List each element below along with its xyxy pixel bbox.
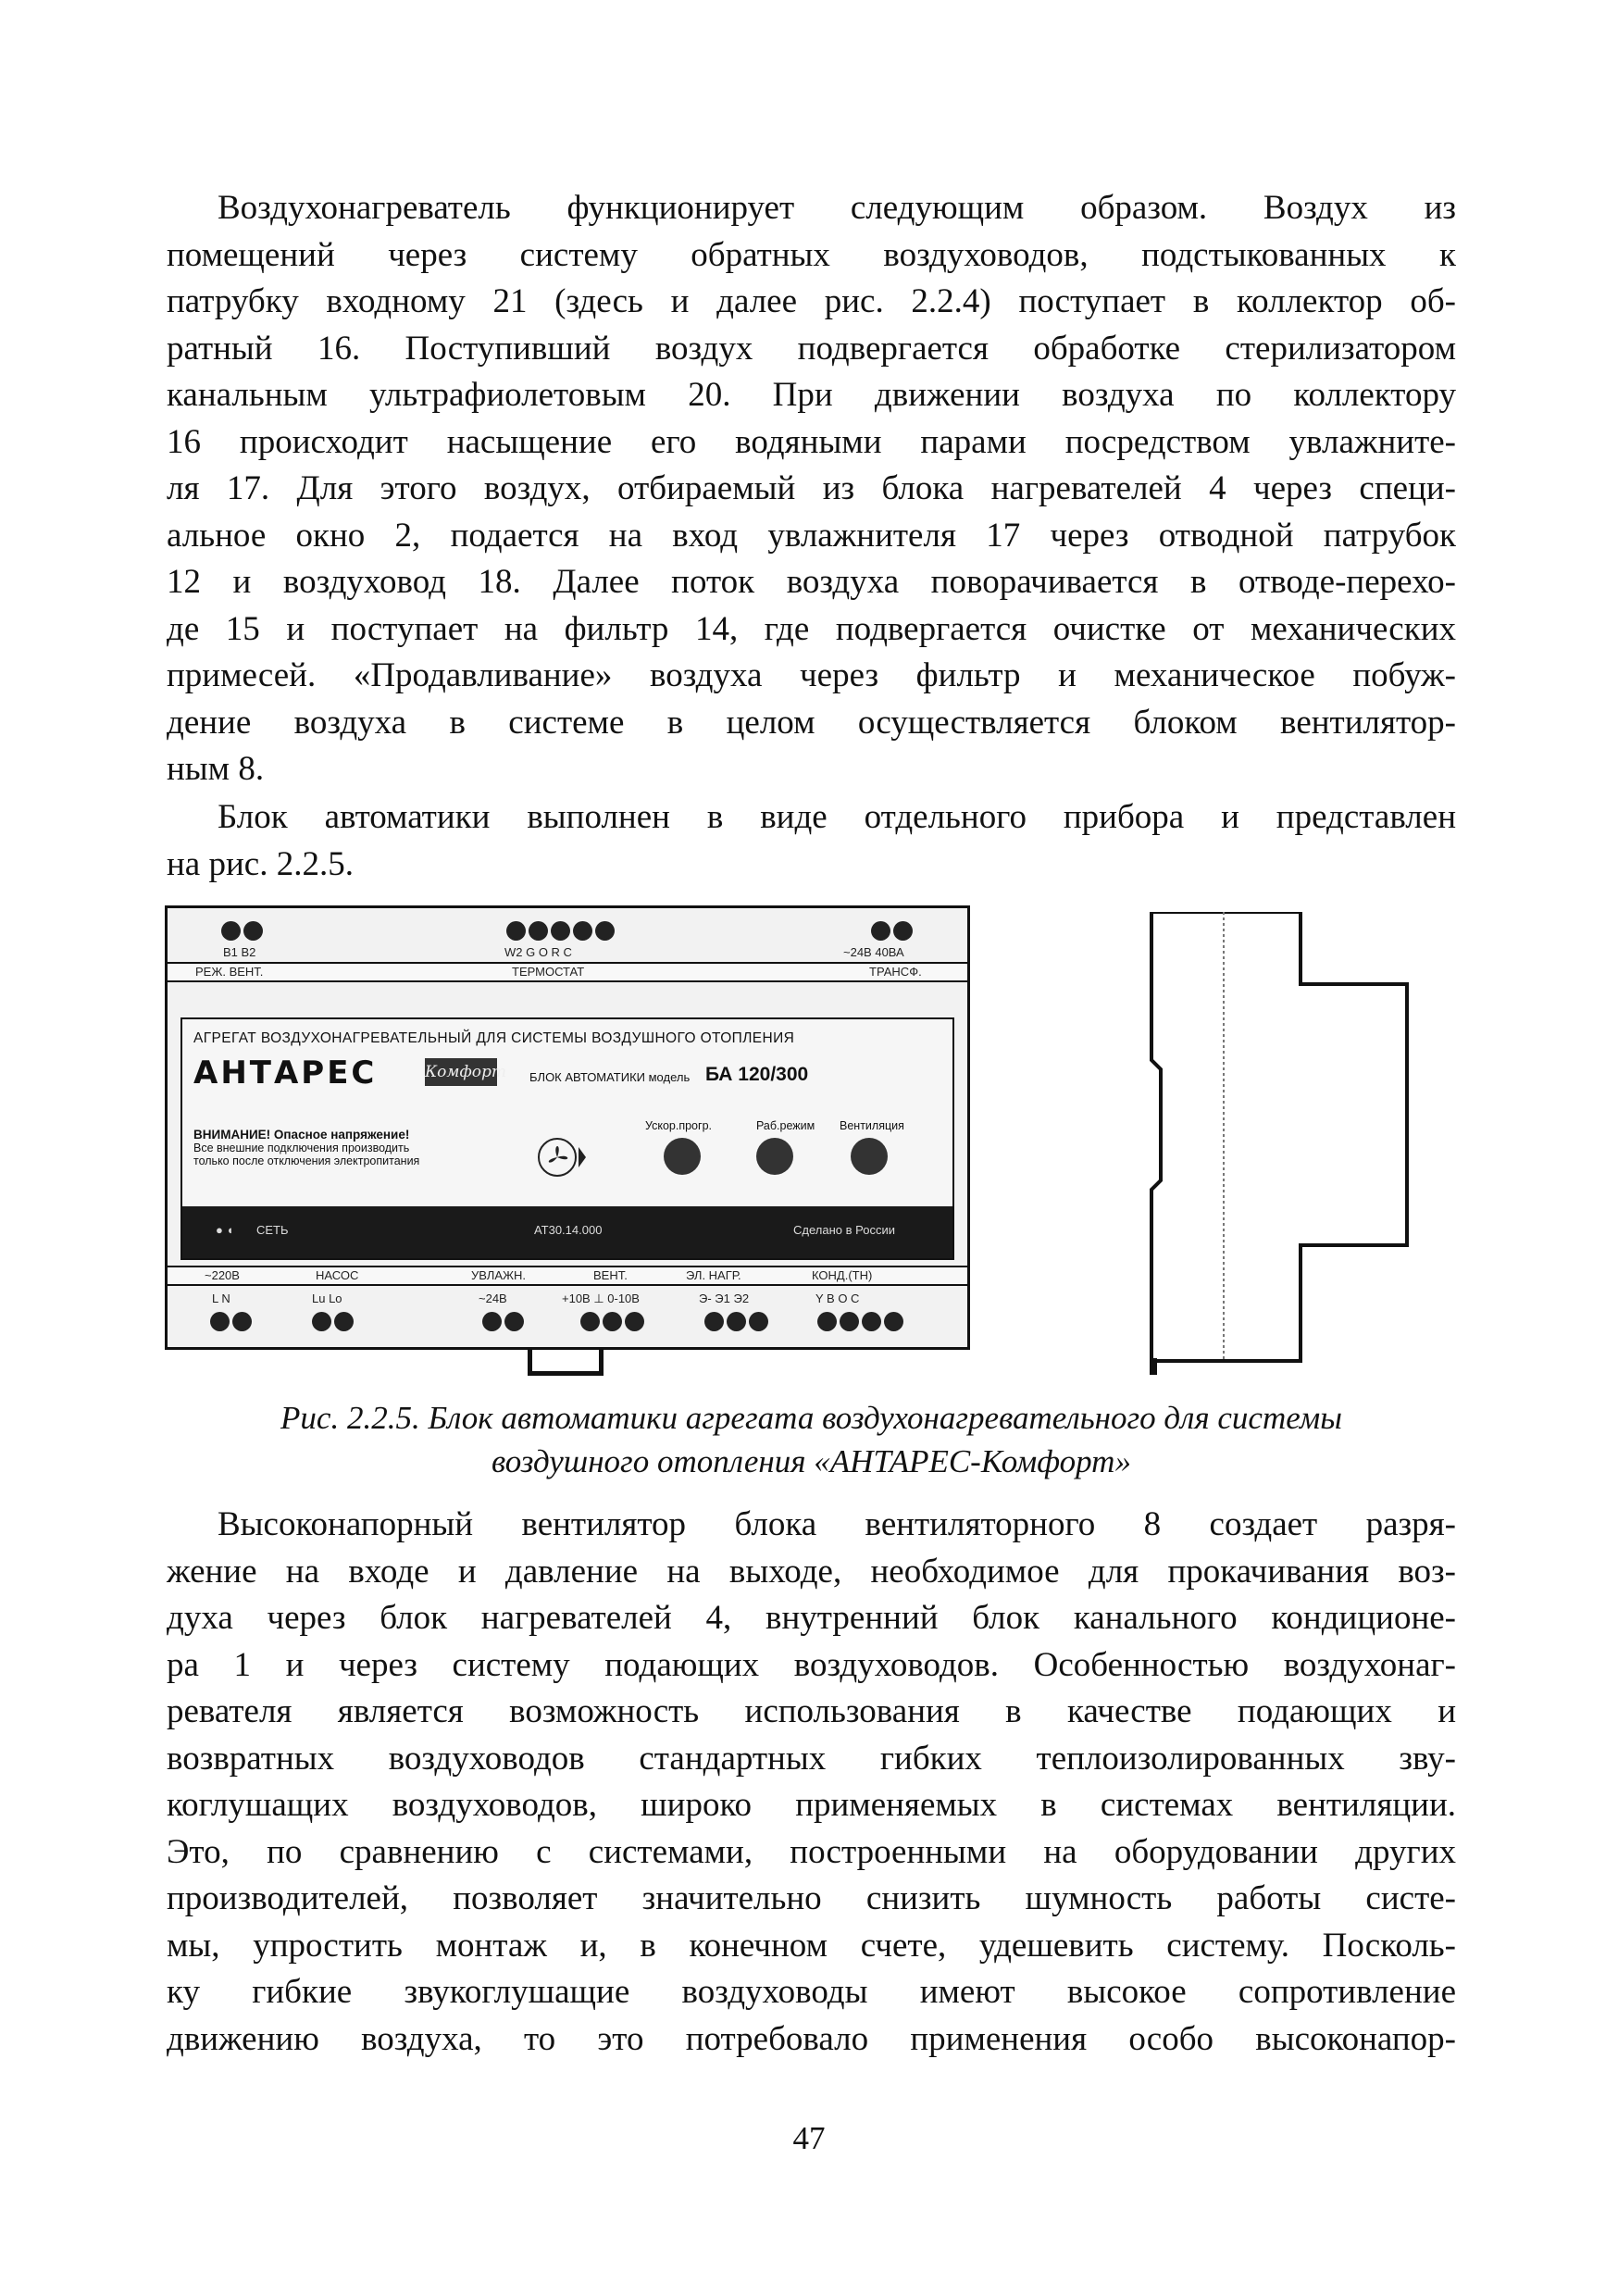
terminal-block: [580, 1312, 644, 1331]
page-number: 47: [792, 2120, 826, 2156]
terminal-label: ~24В: [479, 1292, 507, 1305]
text-line: ра 1 и через систему подающих воздуховодов. Особенностью воздухонаг-: [167, 1645, 1456, 1684]
din-rail-clip: [528, 1350, 604, 1376]
terminal-label: +10В ⊥ 0-10В: [562, 1292, 640, 1305]
brand-logo: АНТАРЕС: [193, 1054, 378, 1092]
brand-logo-sub: Комфорт: [425, 1058, 497, 1086]
text-line: канальным ультрафиолетовым 20. При движении воздуха по коллектору: [167, 376, 1456, 414]
text-line: ратный 16. Поступивший воздух подвергается обработке стерилизатором: [167, 329, 1456, 368]
text-line: патрубку входному 21 (здесь и далее рис. 2.2.4) поступает в коллектор об-: [167, 282, 1456, 320]
text-line: 16 происходит насыщение его водяными парами посредством увлажните-: [167, 422, 1456, 461]
automation-block-side-view: [1148, 912, 1416, 1375]
text-line: Высоконапорный вентилятор блока вентиляторного 8 создает разря-: [218, 1505, 1456, 1543]
label-mode: РЕЖ. ВЕНТ.: [195, 965, 264, 979]
text-line: на рис. 2.2.5.: [167, 844, 354, 883]
bottom-label-bar: [168, 1266, 967, 1286]
paragraph-3: [167, 1502, 1456, 2063]
automation-block-front-view: [165, 905, 970, 1350]
text-line: дение воздуха в системе в целом осуществляется блоком вентилятор-: [167, 703, 1456, 742]
text-line: коглушащих воздуховодов, широко применяемых в системах вентиляции.: [167, 1786, 1456, 1824]
button-label-work: Раб.режим: [756, 1119, 815, 1132]
made-in-label: Сделано в России: [793, 1223, 895, 1237]
terminal-block: [817, 1312, 903, 1331]
paragraph-2: [167, 794, 1456, 888]
label-w2gorc: W2 G O R C: [504, 945, 572, 959]
text-line: Это, по сравнению с системами, построенными на оборудовании других: [167, 1832, 1456, 1871]
caption-line: воздушного отопления «АНТАРЕС-Комфорт»: [492, 1443, 1131, 1479]
label-220v: ~220В: [205, 1268, 240, 1282]
label-thermostat: ТЕРМОСТАТ: [512, 965, 585, 979]
top-label-bar: [168, 962, 967, 982]
text-line: ревателя является возможность использования в качестве подающих и: [167, 1692, 1456, 1730]
product-code: АТ30.14.000: [534, 1223, 603, 1237]
terminal-block: [482, 1312, 524, 1331]
text-line: Воздухонагреватель функционирует следующим образом. Воздух из: [218, 189, 1456, 227]
text-line: Блок автоматики выполнен в виде отдельного прибора и представлен: [218, 798, 1456, 836]
accel-program-button: [664, 1138, 701, 1175]
text-line: примесей. «Продавливание» воздуха через фильтр и механическое побуж-: [167, 656, 1456, 694]
text-line: ля 17. Для этого воздух, отбираемый из блока нагревателей 4 через специ-: [167, 469, 1456, 507]
work-mode-button: [756, 1138, 793, 1175]
label-conditioner: КОНД.(ТН): [812, 1268, 873, 1282]
terminal-label: Lu Lo: [312, 1292, 342, 1305]
warning-line: только после отключения электропитания: [193, 1154, 420, 1167]
net-label: СЕТЬ: [256, 1223, 289, 1237]
text-line: жение на входе и давление на выходе, необходимое для прокачивания воз-: [167, 1552, 1456, 1591]
text-line: де 15 и поступает на фильтр 14, где подвергается очистке от механических: [167, 609, 1456, 648]
warning-title: ВНИМАНИЕ! Опасное напряжение!: [193, 1128, 410, 1142]
text-line: духа через блок нагревателей 4, внутренний блок канального кондиционе-: [167, 1599, 1456, 1637]
aggregate-title: АГРЕГАТ ВОЗДУХОНАГРЕВАТЕЛЬНЫЙ ДЛЯ СИСТЕМЫ ВОЗДУШНОГО ОТОПЛЕНИЯ: [193, 1030, 795, 1046]
button-label-vent: Вентиляция: [840, 1119, 904, 1132]
warning-text: [193, 1129, 419, 1167]
bottom-dark-strip: [182, 1206, 952, 1258]
button-label-accel: Ускор.прогр.: [645, 1119, 712, 1132]
label-transformer: ТРАНСФ.: [869, 965, 922, 979]
label-b1b2: B1 B2: [223, 945, 256, 959]
text-line: 12 и воздуховод 18. Далее поток воздуха поворачивается в отводе-перехо-: [167, 563, 1456, 601]
figure-caption: [167, 1396, 1456, 1483]
paragraph-1: [167, 185, 1456, 793]
terminal-block: [210, 1312, 252, 1331]
connector-b1b2: [221, 921, 263, 941]
warning-line: Все внешние подключения производить: [193, 1142, 410, 1154]
text-line: помещений через систему обратных воздуховодов, подстыкованных к: [167, 235, 1456, 274]
fan-icon: [537, 1132, 587, 1182]
text-line: возвратных воздуховодов стандартных гибких теплоизолированных зву-: [167, 1739, 1456, 1778]
terminal-block: [704, 1312, 768, 1331]
front-faceplate: [180, 1017, 954, 1260]
text-line: ку гибкие звукоглушащие воздуховоды имеют высокое сопротивление: [167, 1973, 1456, 2011]
caption-line: Рис. 2.2.5. Блок автоматики агрегата воздухонагревательного для системы: [280, 1400, 1342, 1436]
terminal-label: L N: [212, 1292, 230, 1305]
label-humidifier: УВЛАЖН.: [471, 1268, 526, 1282]
label-heater: ЭЛ. НАГР.: [686, 1268, 741, 1282]
model-label: БЛОК АВТОМАТИКИ модель: [529, 1070, 691, 1084]
terminal-label: Y B O C: [815, 1292, 860, 1305]
text-line: движению воздуха, то это потребовало применения особо высоконапор-: [167, 2019, 1456, 2058]
label-power: ~24В 40ВА: [843, 945, 904, 959]
power-net-indicator: ● ◖: [216, 1223, 234, 1237]
connector-transformer: [871, 921, 913, 941]
terminal-label: Э- Э1 Э2: [699, 1292, 750, 1305]
terminal-block: [312, 1312, 354, 1331]
label-pump: НАСОС: [316, 1268, 359, 1282]
text-line: ным 8.: [167, 750, 265, 788]
label-vent: ВЕНТ.: [593, 1268, 628, 1282]
text-line: мы, упростить монтаж и, в конечном счете, удешевить систему. Посколь-: [167, 1926, 1456, 1965]
model-value: БА 120/300: [705, 1064, 809, 1085]
connector-thermostat: [506, 921, 615, 941]
text-line: альное окно 2, подается на вход увлажнителя 17 через отводной патрубок: [167, 516, 1456, 555]
text-line: производителей, позволяет значительно снизить шумность работы систе-: [167, 1879, 1456, 1917]
ventilation-button: [851, 1138, 888, 1175]
